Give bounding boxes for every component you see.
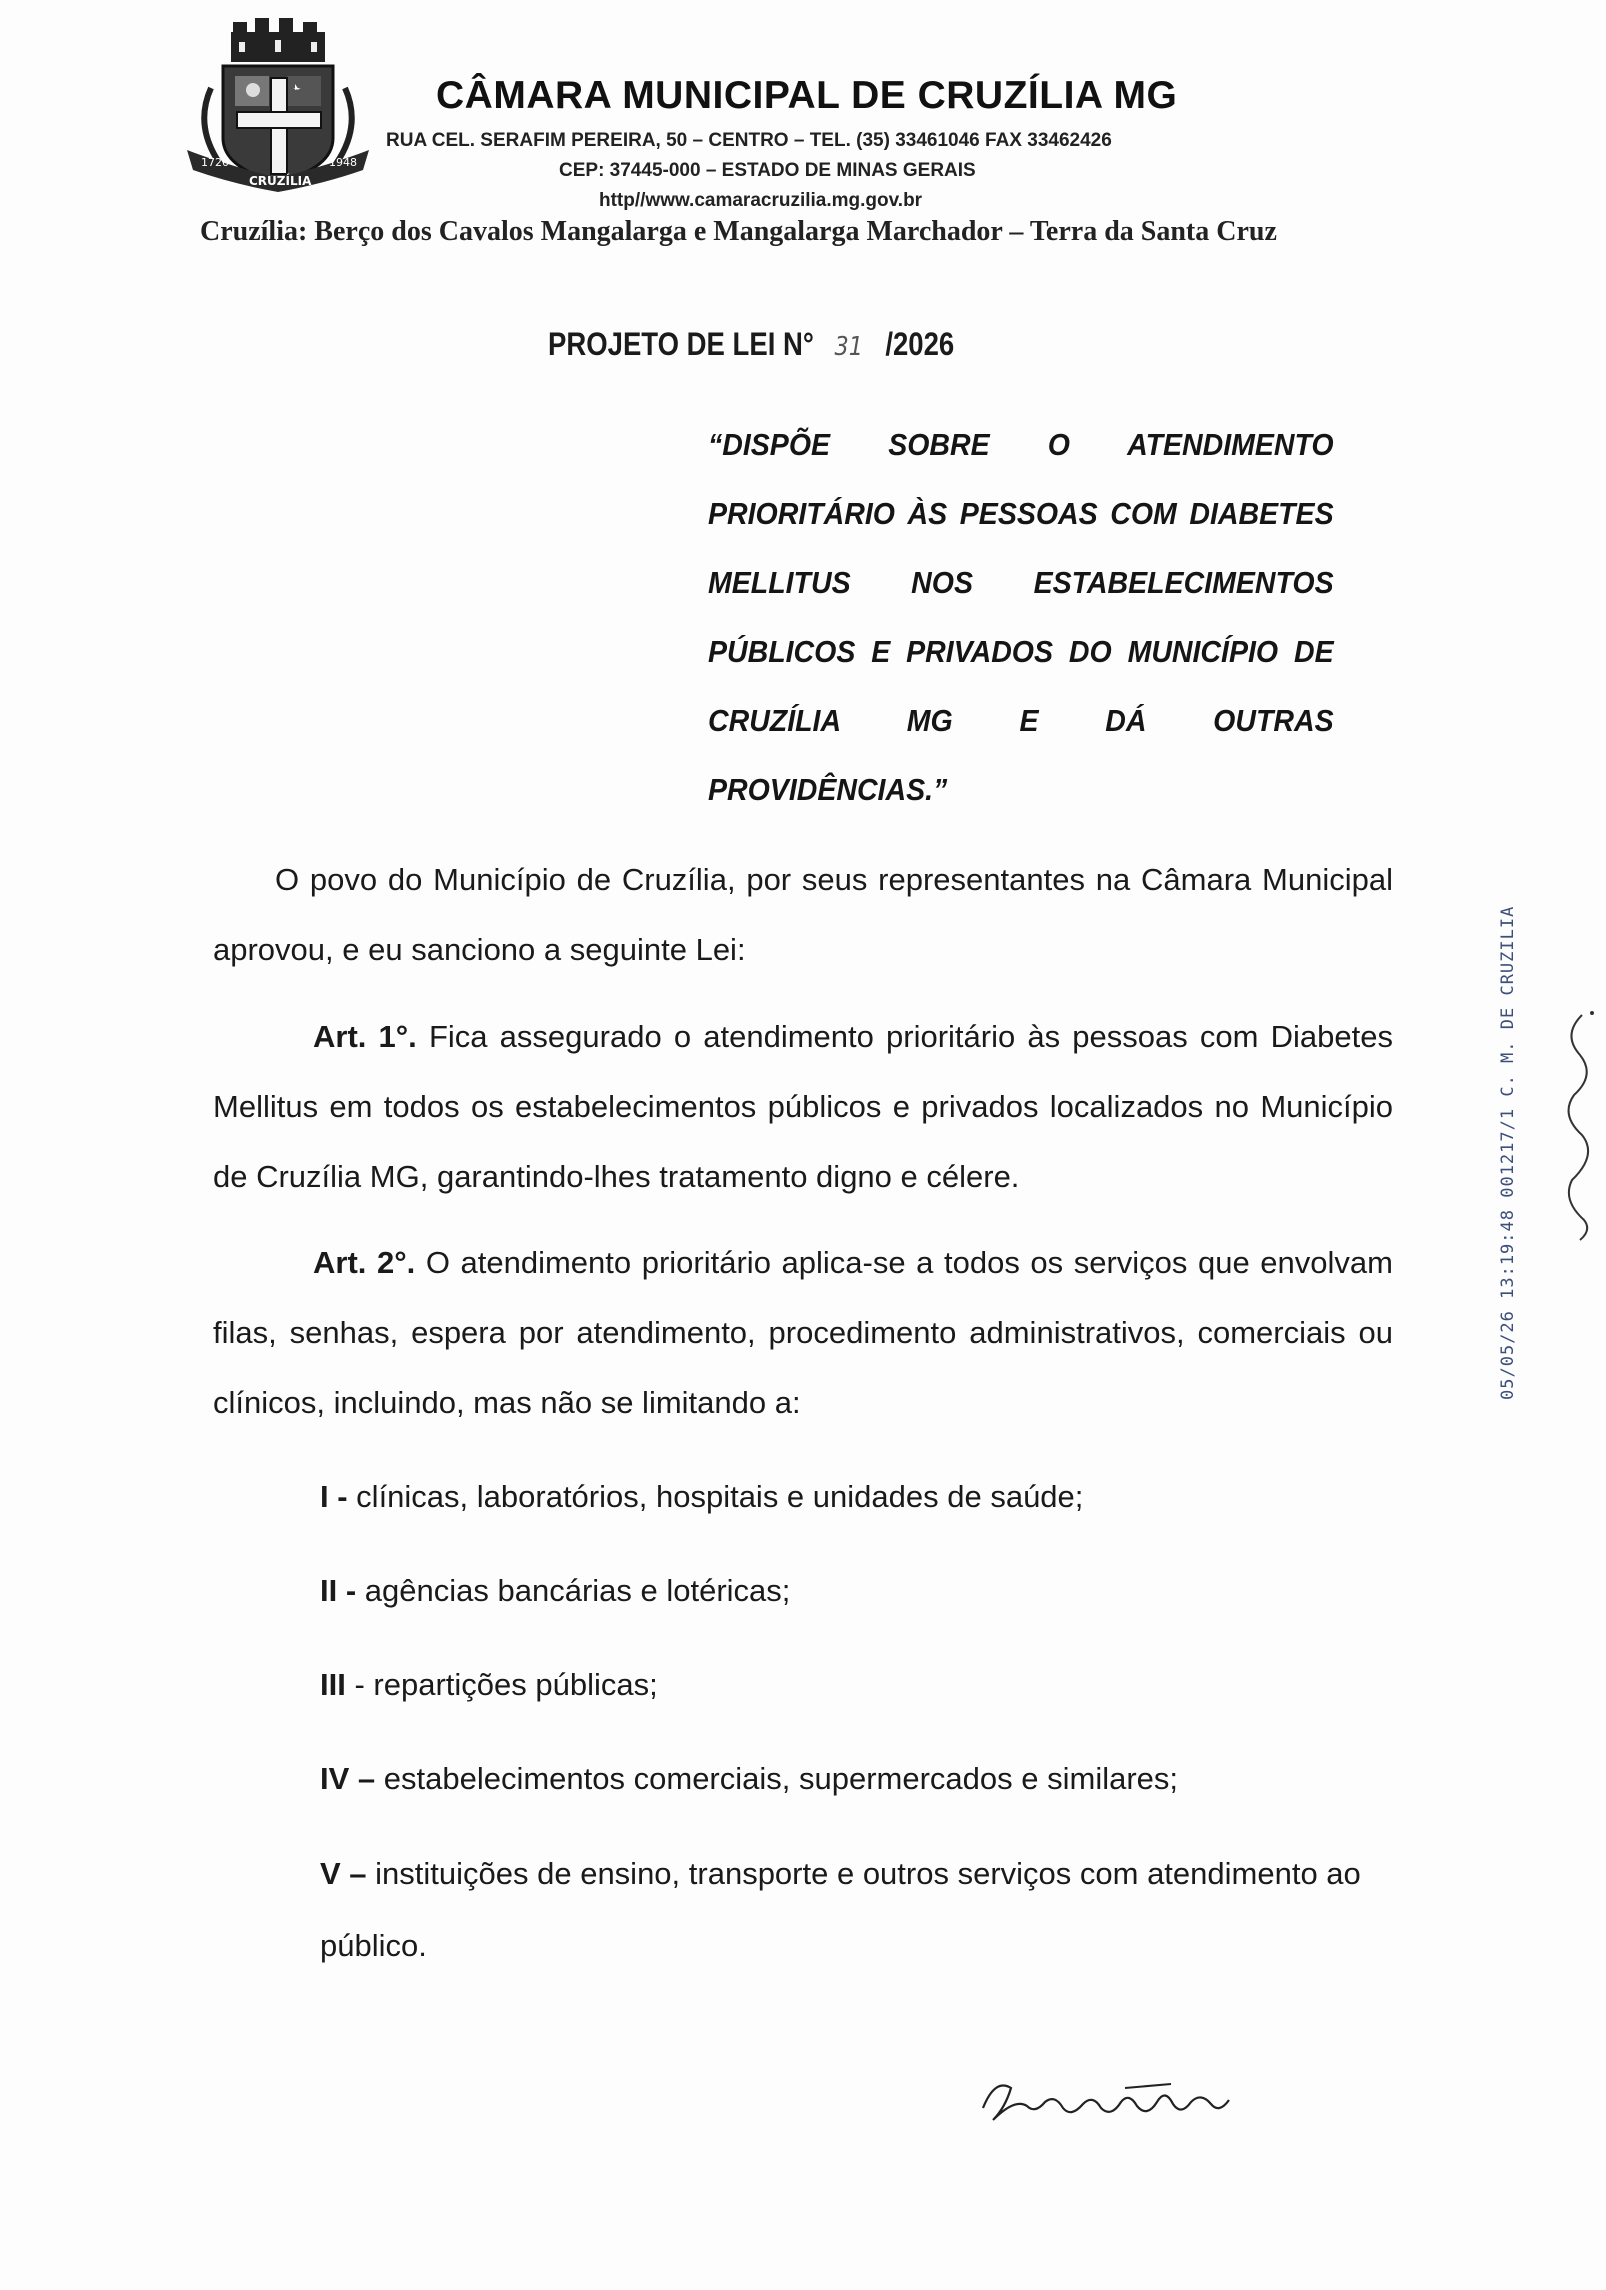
website-link[interactable]: http//www.camaracruzilia.mg.gov.br — [599, 190, 923, 211]
article-2-label: Art. 2°. — [313, 1245, 416, 1280]
inciso-item — [320, 1556, 1410, 1626]
inciso-text: clínicas, laboratórios, hospitais e unidades de saúde; — [347, 1479, 1084, 1514]
margin-rubric-signature — [1552, 1005, 1602, 1245]
organization-name: CÂMARA MUNICIPAL DE CRUZÍLIA MG — [436, 74, 1178, 117]
inciso-text: - repartições públicas; — [345, 1667, 658, 1702]
inciso-text: instituições de ensino, transporte e outros serviços com atendimento ao público. — [320, 1856, 1361, 1963]
crest-ribbon-text: CRUZÍLIA — [249, 174, 312, 188]
title-prefix: PROJETO DE LEI N° — [548, 326, 814, 362]
article-1 — [213, 1002, 1393, 1212]
enacting-clause: O povo do Município de Cruzília, por seus representantes na Câmara Municipal aprovou, e eu sanciono a seguinte Lei: — [213, 862, 1393, 967]
article-1-label: Art. 1°. — [313, 1019, 417, 1054]
municipality-motto: Cruzília: Berço dos Cavalos Mangalarga e Mangalarga Marchador – Terra da Santa Cruz — [200, 216, 1277, 247]
coat-of-arms-logo — [183, 18, 373, 194]
inciso-label: I - — [320, 1479, 348, 1514]
inciso-text: estabelecimentos comerciais, supermercados e similares; — [375, 1761, 1179, 1796]
address-line-2: CEP: 37445-000 – ESTADO DE MINAS GERAIS — [559, 160, 976, 181]
article-2-text: O atendimento prioritário aplica-se a todos os serviços que envolvam filas, senhas, espera por atendimento, procedimento administrativos, comerciais ou clínicos, incluindo, mas não se limitando a: — [213, 1245, 1393, 1420]
inciso-item — [320, 1650, 1410, 1720]
article-2 — [213, 1228, 1393, 1438]
author-signature — [975, 2058, 1235, 2138]
inciso-text: agências bancárias e lotéricas; — [356, 1573, 791, 1608]
project-title — [548, 326, 954, 363]
title-suffix: /2026 — [885, 326, 955, 362]
crest-year-left: 1720 — [201, 156, 229, 169]
inciso-label: IV – — [320, 1761, 376, 1796]
inciso-label: V – — [320, 1856, 367, 1891]
handwritten-project-number: 31 — [834, 332, 863, 362]
bill-summary: “DISPÕE SOBRE O ATENDIMENTO PRIORITÁRIO ÀS PESSOAS COM DIABETES MELLITUS NOS ESTABELECIMENTOS PÚBLICOS E PRIVADOS DO MUNICÍPIO DE CRUZÍLIA MG E DÁ OUTRAS PROVIDÊNCIAS.” — [708, 427, 1334, 807]
protocol-stamp: 05/05/26 13:19:48 001217/1 C. M. DE CRUZILIA — [1498, 905, 1518, 1400]
crest-year-right: 1948 — [329, 156, 357, 169]
inciso-item — [320, 1462, 1410, 1532]
article-1-text: Fica assegurado o atendimento prioritário às pessoas com Diabetes Mellitus em todos os estabelecimentos públicos e privados localizados no Município de Cruzília MG, garantindo-lhes tratamento digno e célere. — [213, 1019, 1393, 1194]
inciso-label: II - — [320, 1573, 357, 1608]
incisos-list — [320, 1462, 1410, 2006]
inciso-label: III — [320, 1667, 346, 1702]
address-line-1: RUA CEL. SERAFIM PEREIRA, 50 – CENTRO – TEL. (35) 33461046 FAX 33462426 — [386, 130, 1112, 151]
inciso-item — [320, 1744, 1410, 1814]
inciso-item — [320, 1838, 1410, 1982]
